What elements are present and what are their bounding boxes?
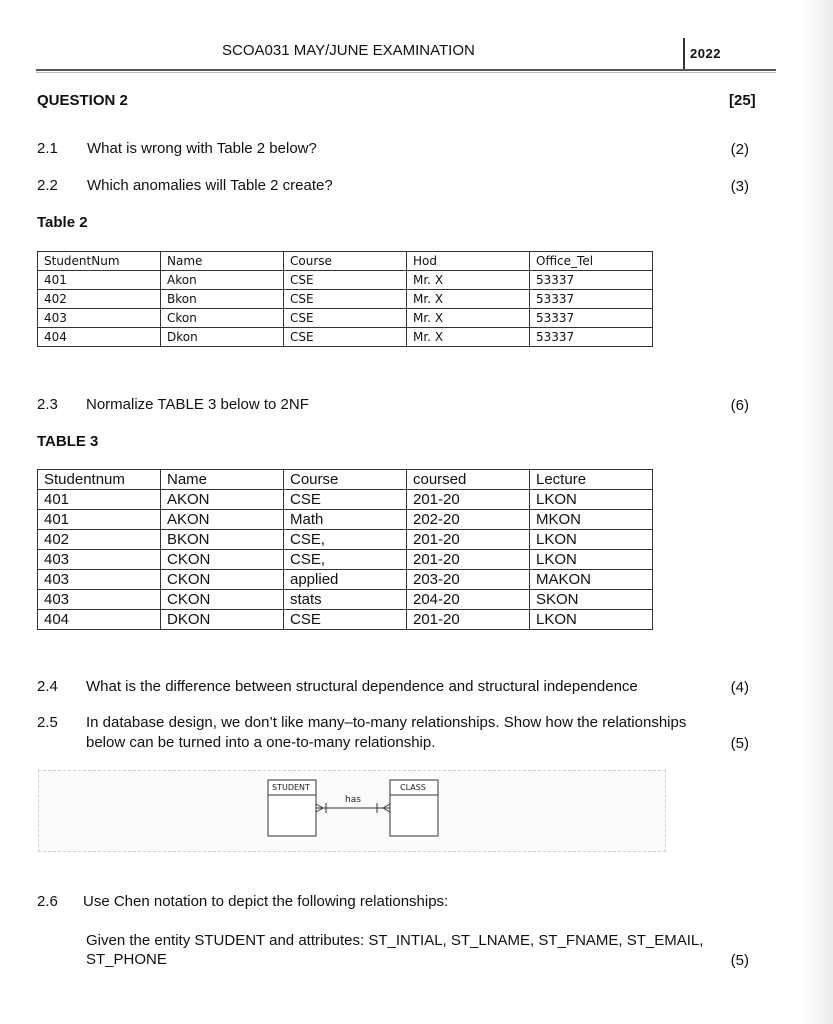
table-header-cell: Studentnum	[38, 470, 161, 490]
table-row	[38, 510, 653, 530]
table-cell: Bkon	[161, 290, 284, 309]
header-rule	[36, 69, 776, 71]
table-header-cell: StudentNum	[38, 252, 161, 271]
table-header-cell: Office_Tel	[530, 252, 653, 271]
table-cell: 401	[38, 271, 161, 290]
table-cell: CKON	[161, 570, 284, 590]
table-cell: 201-20	[407, 550, 530, 570]
table-cell: AKON	[161, 510, 284, 530]
table-cell: Math	[284, 510, 407, 530]
table-cell: Mr. X	[407, 328, 530, 347]
table-cell: 402	[38, 530, 161, 550]
table-row	[38, 610, 653, 630]
item-2-2-number: 2.2	[37, 177, 58, 194]
table-cell: CKON	[161, 550, 284, 570]
table-cell: MKON	[530, 510, 653, 530]
table-cell: DKON	[161, 610, 284, 630]
table-header-cell: Course	[284, 470, 407, 490]
table-cell: 201-20	[407, 610, 530, 630]
erd-entity-class-label: CLASS	[400, 783, 426, 792]
item-2-5-number: 2.5	[37, 714, 58, 731]
table-header-cell: Hod	[407, 252, 530, 271]
table-cell: CSE	[284, 271, 407, 290]
table-cell: Mr. X	[407, 271, 530, 290]
table-row	[38, 470, 653, 490]
table-row	[38, 290, 653, 309]
table-cell: LKON	[530, 550, 653, 570]
table-cell: CSE,	[284, 530, 407, 550]
table-cell: Mr. X	[407, 290, 530, 309]
item-2-1-number: 2.1	[37, 140, 58, 157]
table-cell: 53337	[530, 309, 653, 328]
table-cell: BKON	[161, 530, 284, 550]
item-2-6-marks: (5)	[730, 952, 749, 969]
page-edge-shade	[803, 0, 833, 1024]
table-cell: 204-20	[407, 590, 530, 610]
item-2-3-marks: (6)	[730, 397, 749, 414]
table-row	[38, 570, 653, 590]
table-cell: 403	[38, 570, 161, 590]
table-header-cell: Name	[161, 470, 284, 490]
table-cell: 53337	[530, 271, 653, 290]
item-2-6-sub-line2: ST_PHONE	[86, 951, 167, 968]
table-row	[38, 252, 653, 271]
table-cell: CSE,	[284, 550, 407, 570]
table-cell: 401	[38, 510, 161, 530]
table-cell: 401	[38, 490, 161, 510]
item-2-3-text: Normalize TABLE 3 below to 2NF	[86, 396, 309, 413]
item-2-6-sub-line1: Given the entity STUDENT and attributes: ST_INTIAL, ST_LNAME, ST_FNAME, ST_EMAIL,	[86, 932, 704, 949]
table-cell: 404	[38, 328, 161, 347]
erd-entity-student-label: STUDENT	[272, 783, 310, 792]
item-2-5-text-line2: below can be turned into a one-to-many relationship.	[86, 734, 436, 751]
item-2-5-marks: (5)	[730, 735, 749, 752]
item-2-4-text: What is the difference between structural dependence and structural independence	[86, 678, 638, 695]
table-cell: 202-20	[407, 510, 530, 530]
table-row	[38, 590, 653, 610]
table-cell: stats	[284, 590, 407, 610]
table-3-caption: TABLE 3	[37, 433, 99, 450]
table-cell: 201-20	[407, 490, 530, 510]
table-row	[38, 490, 653, 510]
table-cell: CSE	[284, 309, 407, 328]
exam-year: 2022	[690, 46, 721, 61]
table-row	[38, 328, 653, 347]
question-marks: [25]	[729, 92, 756, 109]
table-cell: CSE	[284, 328, 407, 347]
item-2-3-number: 2.3	[37, 396, 58, 413]
table-row	[38, 530, 653, 550]
table-header-cell: Name	[161, 252, 284, 271]
item-2-4-number: 2.4	[37, 678, 58, 695]
table-cell: LKON	[530, 610, 653, 630]
table-cell: SKON	[530, 590, 653, 610]
table-cell: Mr. X	[407, 309, 530, 328]
table-cell: CKON	[161, 590, 284, 610]
exam-title: SCOA031 MAY/JUNE EXAMINATION	[222, 42, 475, 59]
table-cell: LKON	[530, 490, 653, 510]
table-row	[38, 550, 653, 570]
item-2-2-marks: (3)	[730, 178, 749, 195]
table-cell: 403	[38, 590, 161, 610]
table-cell: 53337	[530, 290, 653, 309]
item-2-1-marks: (2)	[730, 141, 749, 158]
table-2-caption: Table 2	[37, 214, 88, 231]
table-cell: CSE	[284, 610, 407, 630]
table-3	[37, 469, 653, 630]
table-cell: 201-20	[407, 530, 530, 550]
table-cell: AKON	[161, 490, 284, 510]
table-row	[38, 271, 653, 290]
table-cell: Dkon	[161, 328, 284, 347]
item-2-5-text-line1: In database design, we don’t like many–to-many relationships. Show how the relationships	[86, 714, 687, 731]
table-cell: CSE	[284, 290, 407, 309]
header-rule-shadow	[36, 72, 776, 73]
table-cell: LKON	[530, 530, 653, 550]
table-cell: 404	[38, 610, 161, 630]
table-cell: Akon	[161, 271, 284, 290]
table-header-cell: coursed	[407, 470, 530, 490]
table-cell: Ckon	[161, 309, 284, 328]
item-2-2-text: Which anomalies will Table 2 create?	[87, 177, 333, 194]
table-header-cell: Course	[284, 252, 407, 271]
table-cell: 402	[38, 290, 161, 309]
table-row	[38, 309, 653, 328]
item-2-6-number: 2.6	[37, 893, 58, 910]
table-cell: 53337	[530, 328, 653, 347]
table-cell: 403	[38, 309, 161, 328]
table-cell: 203-20	[407, 570, 530, 590]
erd-relationship-label: has	[345, 795, 361, 805]
item-2-6-text: Use Chen notation to depict the following relationships:	[83, 893, 449, 910]
table-2	[37, 251, 653, 347]
item-2-4-marks: (4)	[730, 679, 749, 696]
table-cell: 403	[38, 550, 161, 570]
item-2-1-text: What is wrong with Table 2 below?	[87, 140, 317, 157]
erd-entity-student	[268, 780, 316, 836]
table-cell: MAKON	[530, 570, 653, 590]
header-divider	[683, 38, 685, 70]
table-header-cell: Lecture	[530, 470, 653, 490]
table-cell: applied	[284, 570, 407, 590]
erd-entity-class	[390, 780, 438, 836]
question-title: QUESTION 2	[37, 92, 128, 109]
table-cell: CSE	[284, 490, 407, 510]
erd-diagram	[260, 776, 450, 840]
